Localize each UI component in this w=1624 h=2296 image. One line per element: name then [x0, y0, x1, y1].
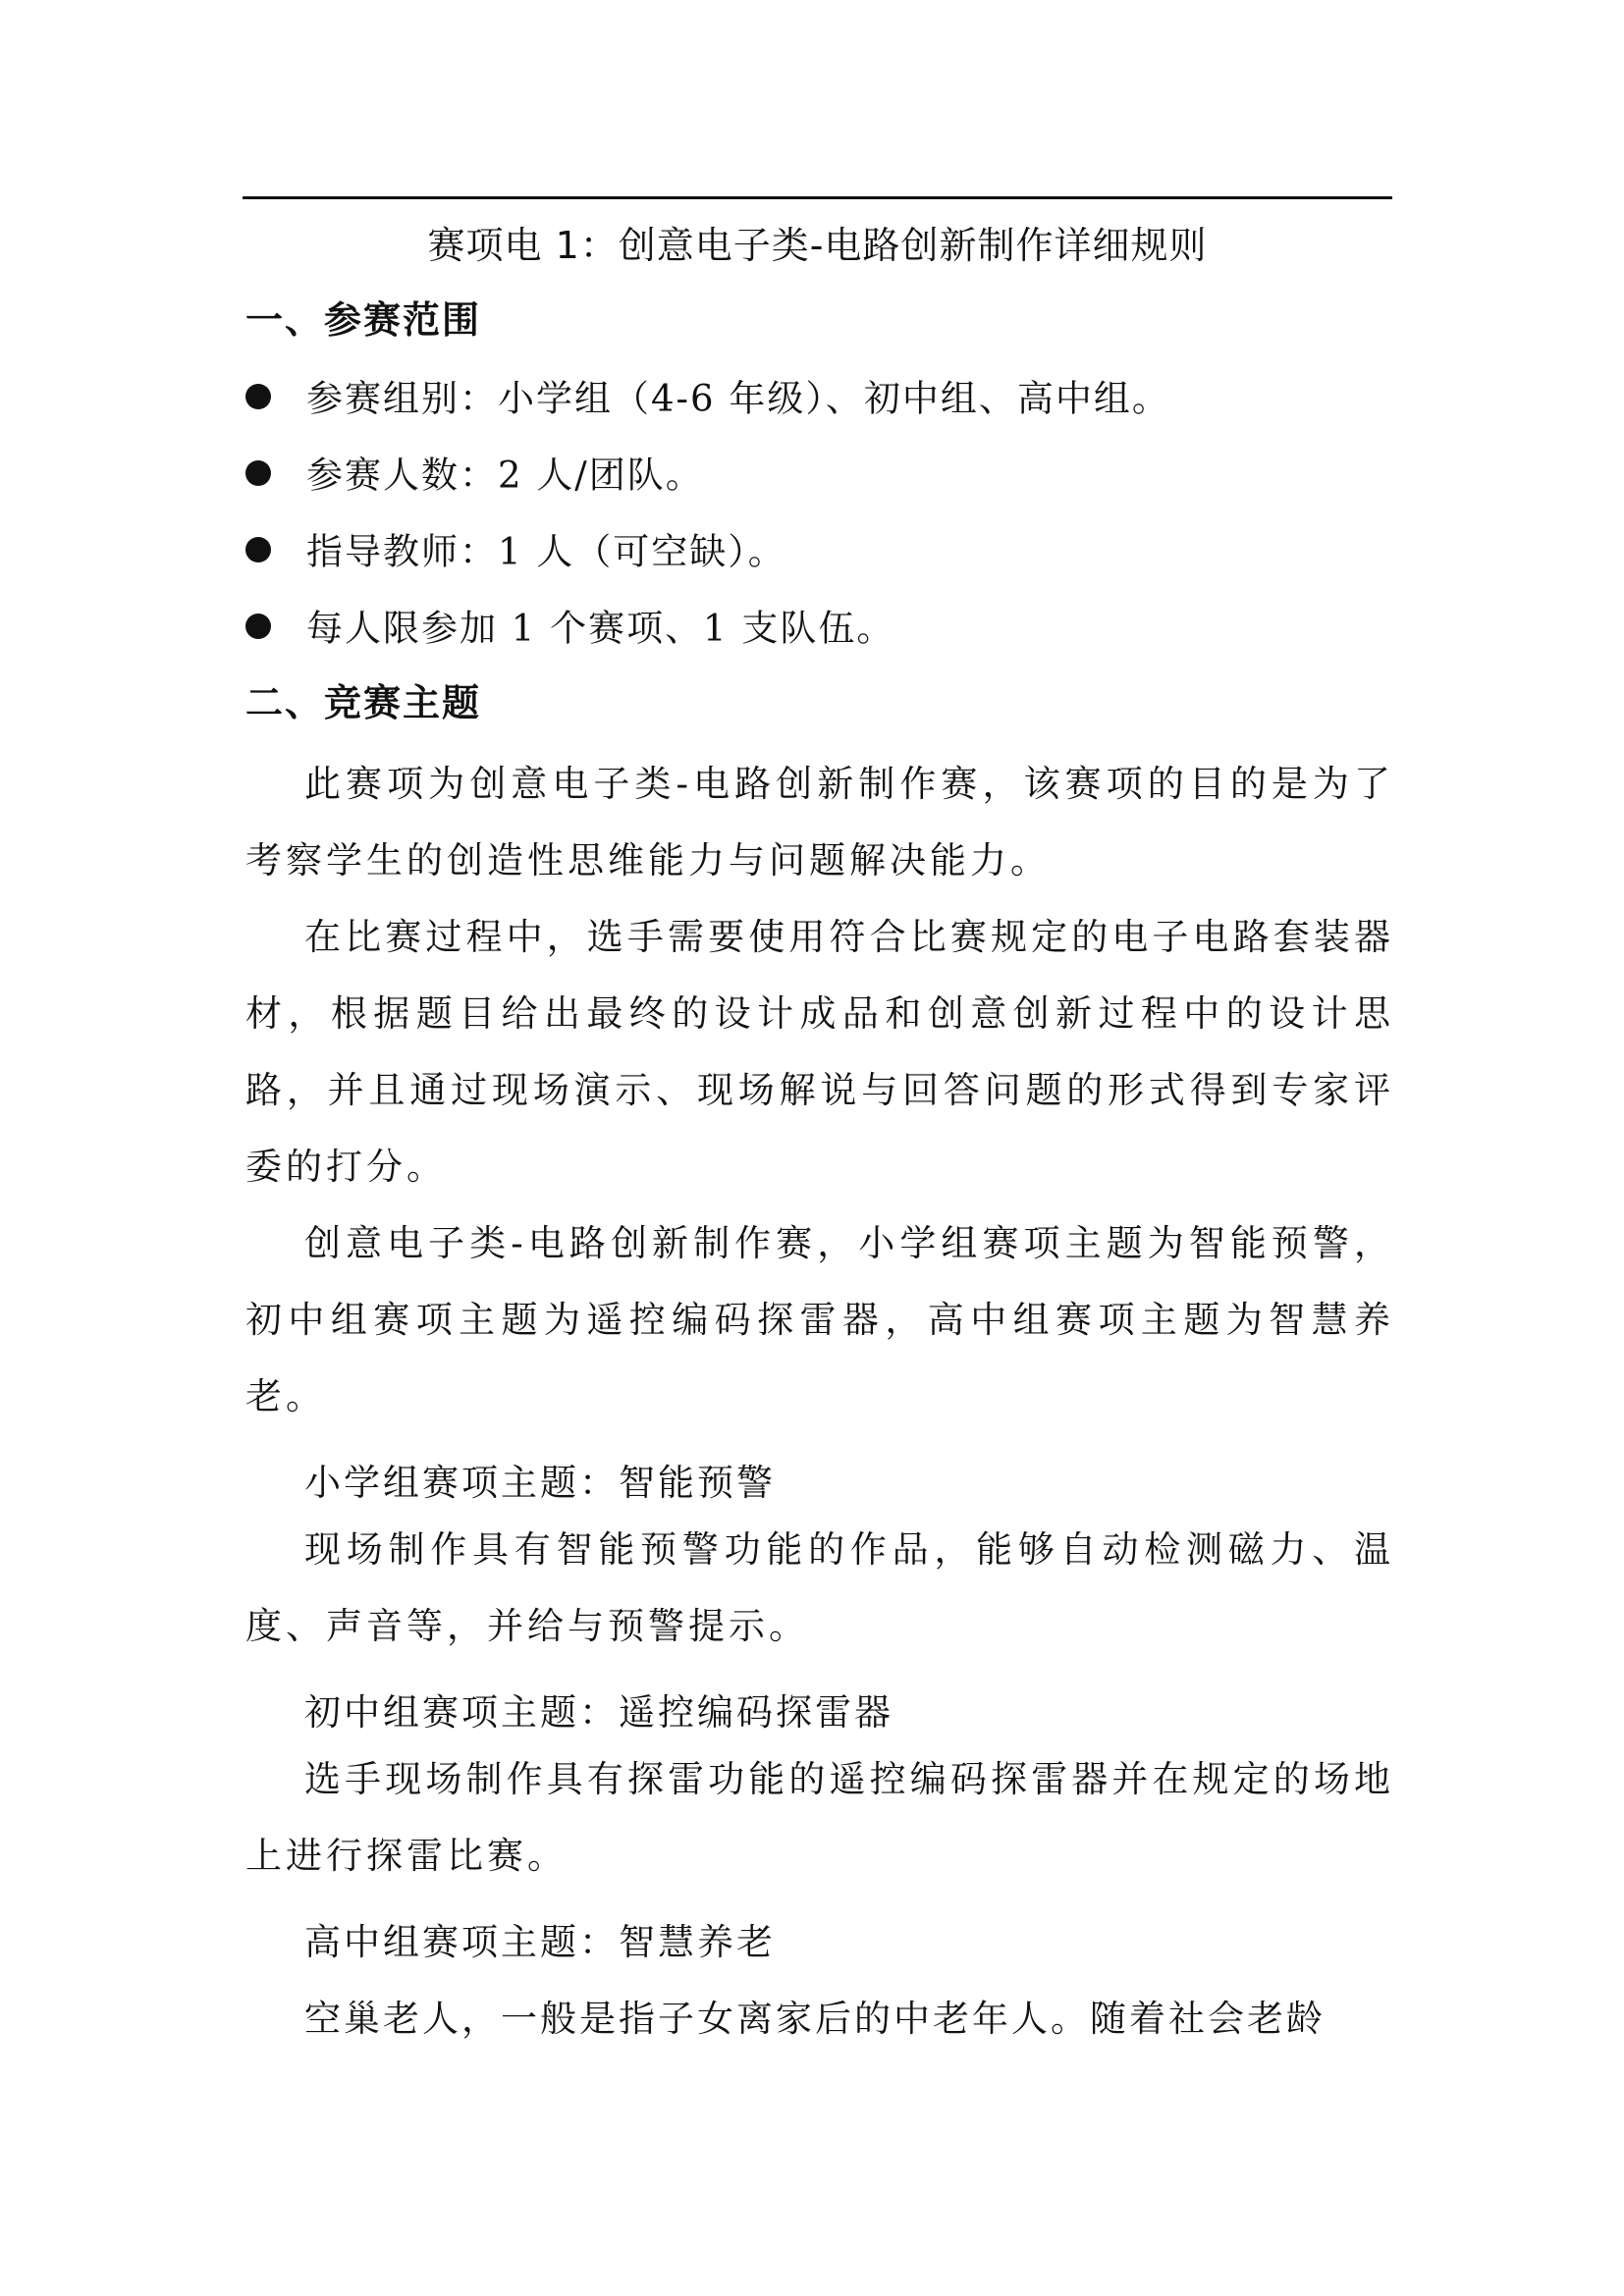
paragraph-themes-overview: 创意电子类-电路创新制作赛，小学组赛项主题为智能预警，初中组赛项主题为遥控编码探雷器，高中组赛项主题为智慧养老。	[245, 1222, 1394, 1417]
bullet-dot-icon	[245, 384, 271, 409]
bullet-dot-icon	[245, 614, 271, 639]
primary-theme-description: 现场制作具有智能预警功能的作品，能够自动检测磁力、温度、声音等，并给与预警提示。	[245, 1528, 1394, 1647]
section-heading-theme: 二、竞赛主题	[245, 680, 482, 724]
bullet-dot-icon	[245, 460, 271, 486]
primary-theme-label: 小学组赛项主题：智能预警	[304, 1462, 776, 1504]
paragraph-process: 在比赛过程中，选手需要使用符合比赛规定的电子电路套装器材，根据题目给出最终的设计成品和创意创新过程中的设计思路，并且通过现场演示、现场解说与回答问题的形式得到专家评委的打分。	[245, 916, 1394, 1188]
senior-theme-description: 空巢老人，一般是指子女离家后的中老年人。随着社会老龄	[304, 1998, 1326, 2040]
bullet-text: 参赛组别：小学组（4-6 年级）、初中组、高中组。	[306, 377, 1170, 420]
bullet-item	[245, 599, 894, 654]
bullet-item	[245, 446, 704, 501]
bullet-text: 参赛人数：2 人/团队。	[306, 454, 704, 497]
junior-theme-label: 初中组赛项主题：遥控编码探雷器	[304, 1691, 893, 1734]
section-heading-scope: 一、参赛范围	[245, 297, 482, 342]
senior-theme-label: 高中组赛项主题：智慧养老	[304, 1921, 776, 1963]
bullet-dot-icon	[245, 537, 271, 562]
document-title: 赛项电 1：创意电子类-电路创新制作详细规则	[427, 224, 1208, 267]
bullet-text: 每人限参加 1 个赛项、1 支队伍。	[306, 607, 895, 650]
bullet-item	[245, 369, 1170, 424]
bullet-item	[245, 522, 786, 577]
paragraph-purpose: 此赛项为创意电子类-电路创新制作赛，该赛项的目的是为了考察学生的创造性思维能力与问题解决能力。	[245, 763, 1394, 881]
header-rule	[243, 196, 1392, 199]
junior-theme-description: 选手现场制作具有探雷功能的遥控编码探雷器并在规定的场地上进行探雷比赛。	[245, 1758, 1394, 1877]
bullet-text: 指导教师：1 人（可空缺）。	[306, 530, 786, 573]
